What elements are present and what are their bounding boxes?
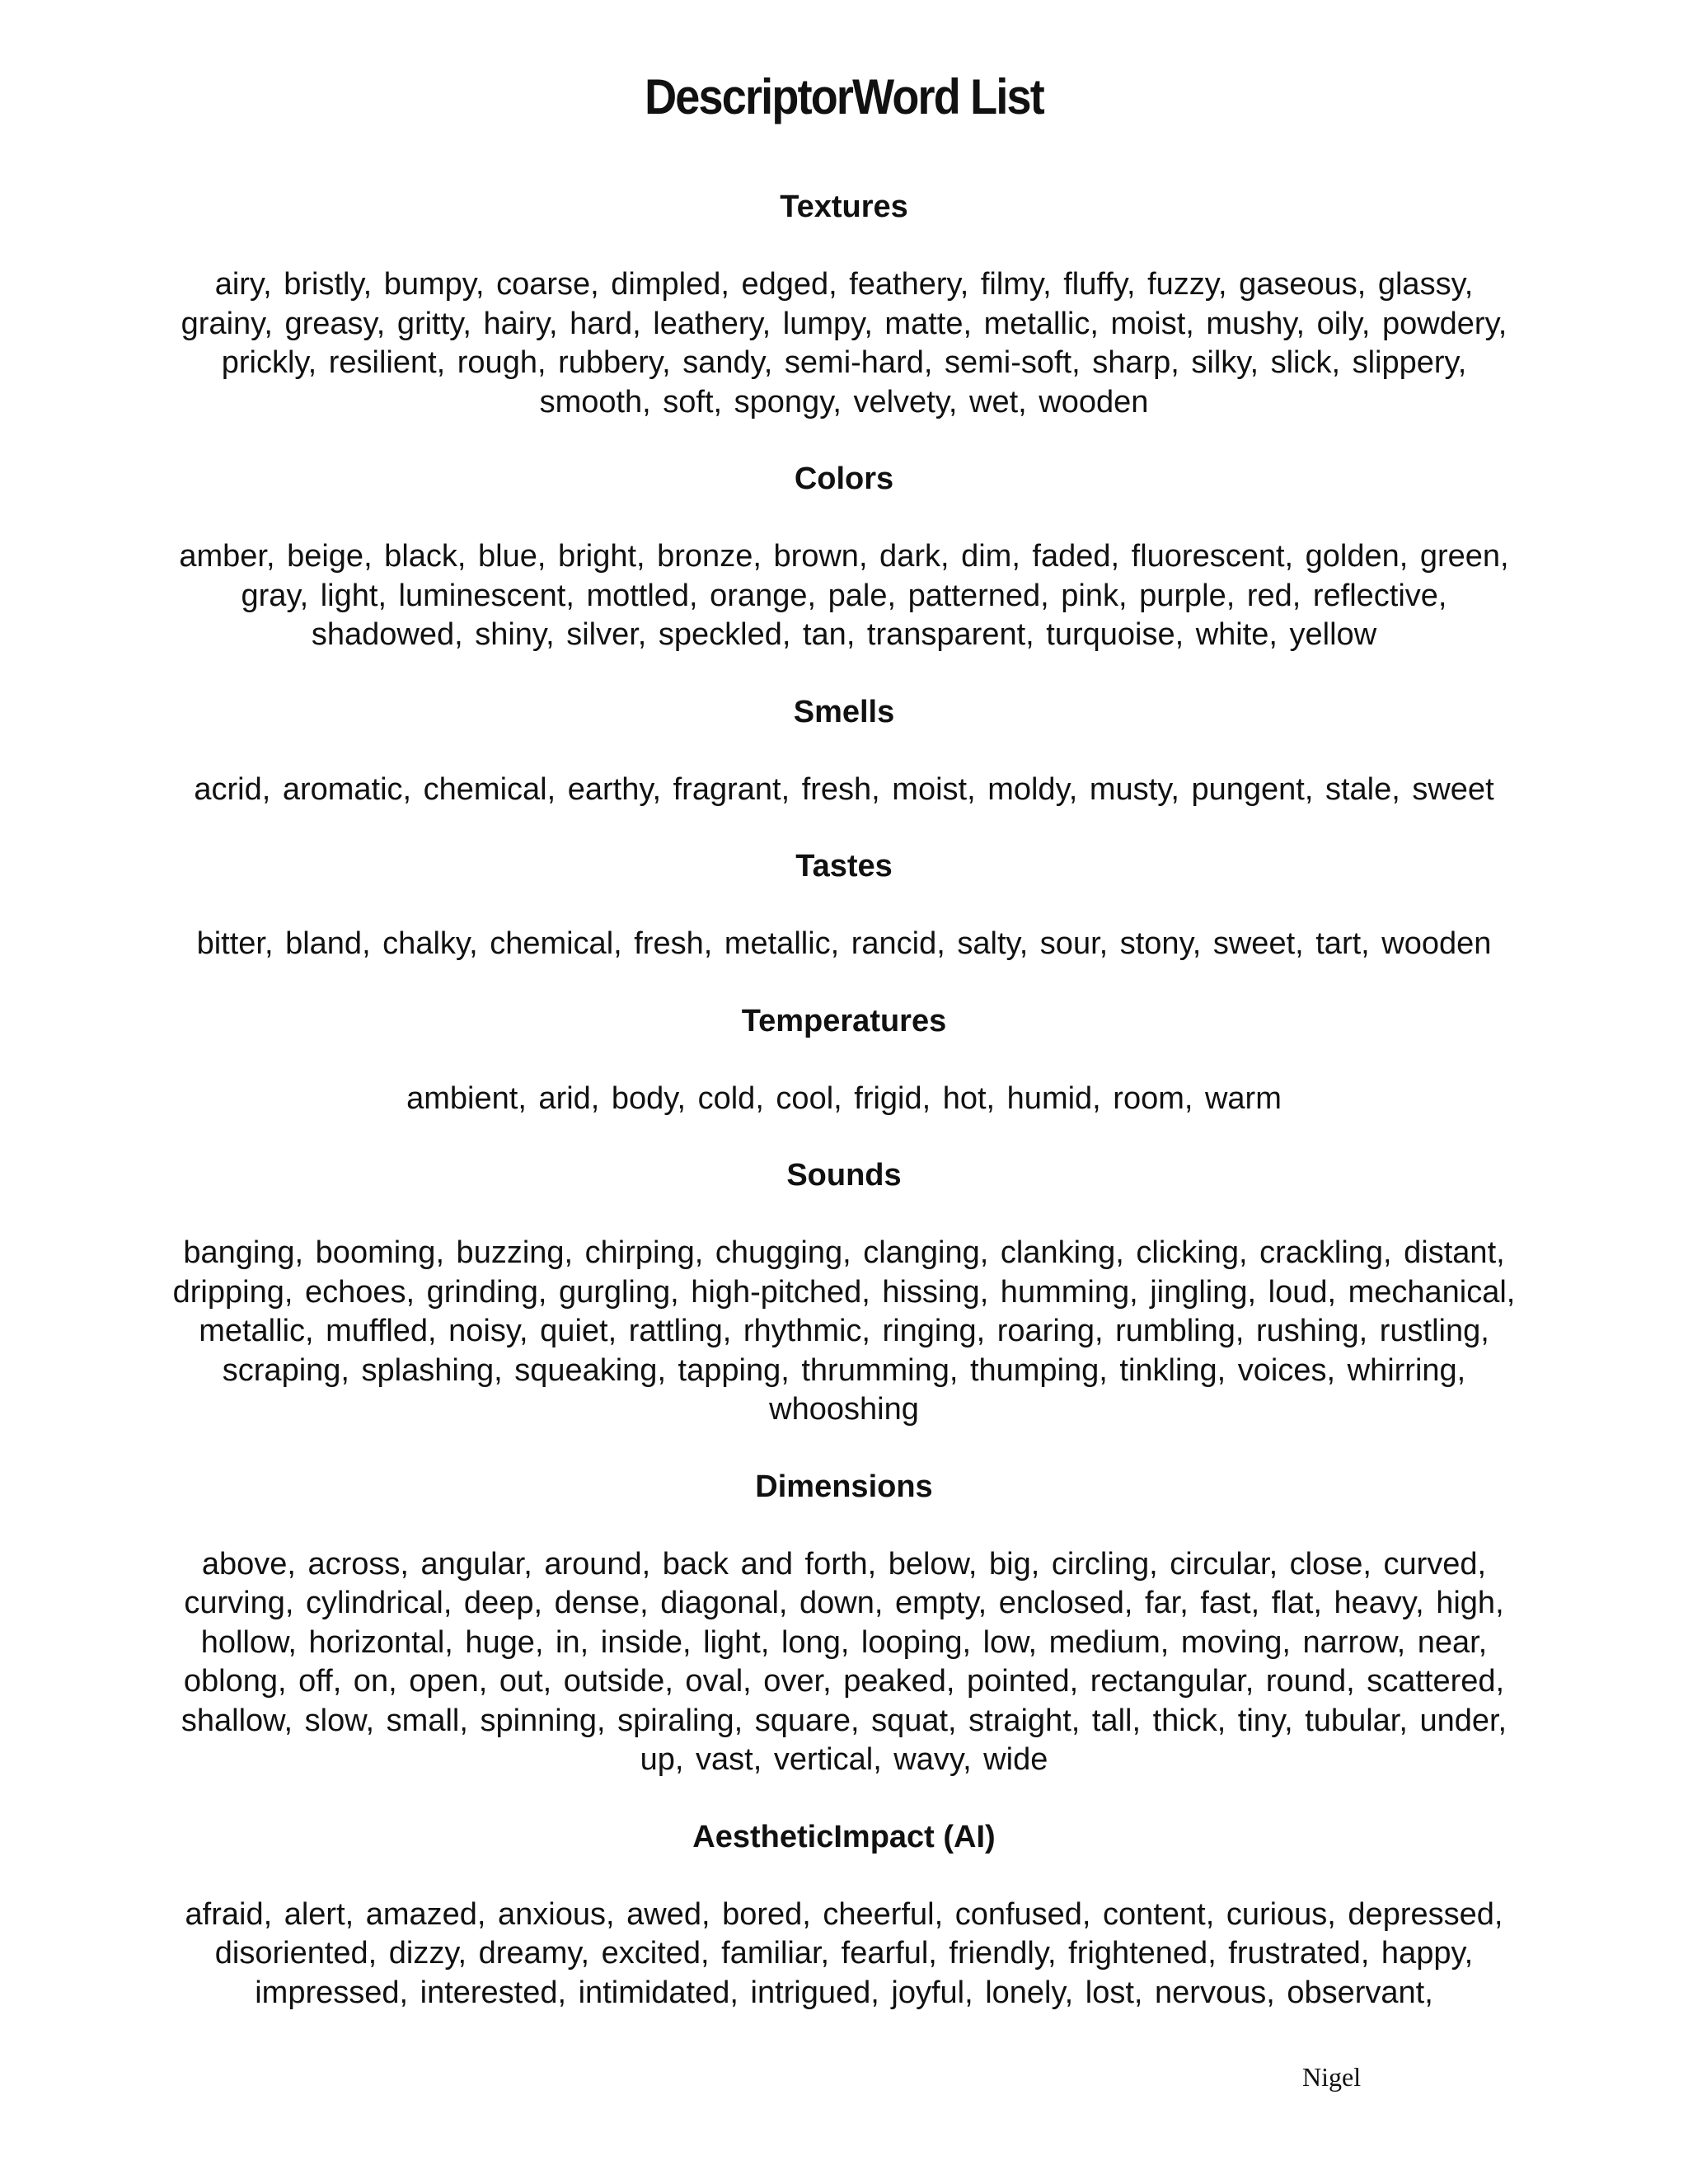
word-line: banging, booming, buzzing, chirping, chugging, clanging, clanking, clicking, crackling, distant, (183, 1235, 1505, 1270)
section-heading-temperatures: Temperatures (741, 1003, 947, 1038)
section-heading-sounds: Sounds (786, 1158, 902, 1193)
word-line: grainy, greasy, gritty, hairy, hard, leathery, lumpy, matte, metallic, moist, mushy, oily, powdery, (181, 306, 1507, 341)
word-line: dripping, echoes, grinding, gurgling, high-pitched, hissing, humming, jingling, loud, mechanical, (172, 1274, 1516, 1310)
section-heading-smells: Smells (793, 694, 895, 729)
section-body-smells (115, 771, 1573, 810)
word-line: curving, cylindrical, deep, dense, diagonal, down, empty, enclosed, far, fast, flat, heavy, high, (184, 1586, 1504, 1620)
section-heading-textures: Textures (780, 190, 908, 224)
word-line: gray, light, luminescent, mottled, orange, pale, patterned, pink, purple, red, reflective, (241, 578, 1447, 613)
word-line: prickly, resilient, rough, rubbery, sandy, semi-hard, semi-soft, sharp, silky, slick, slippery, (221, 345, 1467, 380)
word-line: amber, beige, black, blue, bright, bronze, brown, dark, dim, faded, fluorescent, golden, green, (179, 539, 1509, 574)
section-body-dimensions (115, 1545, 1573, 1780)
word-line: ambient, arid, body, cold, cool, frigid, hot, humid, room, warm (406, 1080, 1282, 1116)
section-dimensions (115, 1466, 1573, 1780)
word-line: shadowed, shiny, silver, speckled, tan, transparent, turquoise, white, yellow (311, 617, 1377, 652)
word-line: above, across, angular, around, back and forth, below, big, circling, circular, close, curved, (201, 1546, 1487, 1582)
section-body-temperatures (115, 1080, 1573, 1119)
word-line: bitter, bland, chalky, chemical, fresh, metallic, rancid, salty, sour, stony, sweet, tart, wooden (196, 926, 1492, 961)
word-line: smooth, soft, spongy, velvety, wet, wooden (539, 384, 1149, 419)
section-body-colors (115, 537, 1573, 655)
document-title: DescriptorWord List (645, 69, 1043, 124)
section-textures (115, 186, 1573, 422)
word-line: hollow, horizontal, huge, in, inside, light, long, looping, low, medium, moving, narrow, near, (200, 1624, 1488, 1660)
sections-container (115, 181, 1573, 2013)
section-heading-colors: Colors (794, 462, 894, 496)
word-line: shallow, slow, small, spinning, spiraling, square, squat, straight, tall, thick, tiny, tubular, under, (181, 1703, 1507, 1738)
section-sounds (115, 1155, 1573, 1430)
word-line: airy, bristly, bumpy, coarse, dimpled, edged, feathery, filmy, fluffy, fuzzy, gaseous, glassy, (214, 267, 1474, 302)
section-heading-aesthetic-impact: AestheticImpact (AI) (692, 1819, 996, 1854)
word-line: acrid, aromatic, chemical, earthy, fragrant, fresh, moist, moldy, musty, pungent, stale, sweet (194, 771, 1494, 807)
section-temperatures (115, 1001, 1573, 1119)
word-line: up, vast, vertical, wavy, wide (640, 1742, 1048, 1777)
section-body-sounds (115, 1234, 1573, 1430)
section-smells (115, 691, 1573, 810)
footer-name: Nigel (1302, 2062, 1362, 2092)
word-line: whooshing (769, 1392, 919, 1427)
section-tastes (115, 846, 1573, 964)
section-body-tastes (115, 925, 1573, 964)
word-line: disoriented, dizzy, dreamy, excited, familiar, fearful, friendly, frightened, frustrated, happy, (214, 1936, 1474, 1971)
word-line: impressed, interested, intimidated, intrigued, joyful, lonely, lost, nervous, observant, (255, 1975, 1433, 2010)
word-line: afraid, alert, amazed, anxious, awed, bored, cheerful, confused, content, curious, depressed, (185, 1896, 1503, 1932)
section-body-aesthetic-impact (115, 1896, 1573, 2013)
word-line: scraping, splashing, squeaking, tapping, thrumming, thumping, tinkling, voices, whirring, (222, 1352, 1466, 1388)
word-line: metallic, muffled, noisy, quiet, rattling, rhythmic, ringing, roaring, rumbling, rushing, rustling, (199, 1314, 1489, 1348)
section-aesthetic-impact (115, 1816, 1573, 2013)
section-colors (115, 458, 1573, 655)
section-body-textures (115, 265, 1573, 422)
word-line: oblong, off, on, open, out, outside, oval, over, peaked, pointed, rectangular, round, scattered, (183, 1664, 1505, 1699)
section-heading-dimensions: Dimensions (755, 1469, 933, 1504)
section-heading-tastes: Tastes (795, 849, 893, 883)
